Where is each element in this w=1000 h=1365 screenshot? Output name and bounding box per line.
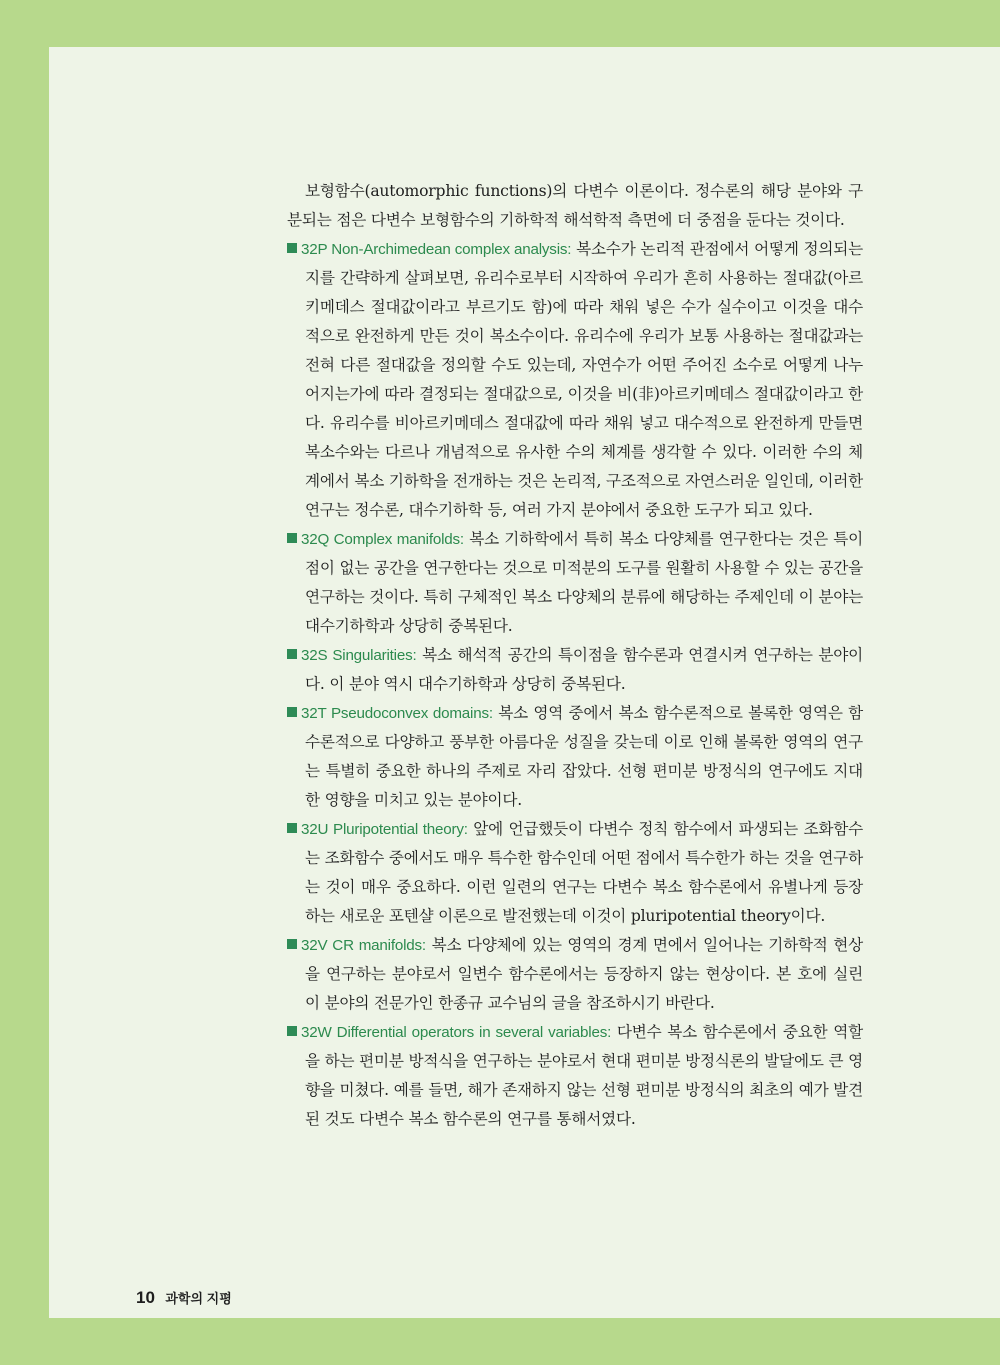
- item-term: 32P Non-Archimedean complex analysis:: [301, 241, 572, 258]
- list-item: [287, 641, 863, 699]
- square-bullet-icon: [287, 243, 297, 253]
- item-term: 32S Singularities:: [301, 647, 417, 664]
- square-bullet-icon: [287, 649, 297, 659]
- article-body: [287, 177, 863, 1134]
- item-term: 32Q Complex manifolds:: [301, 531, 464, 548]
- item-text: 복소 기하학에서 특히 복소 다양체를 연구한다는 것은 특이점이 없는 공간을 연구한다는 것으로 미적분의 도구를 원활히 사용할 수 있는 공간을 연구하는 것이다. 특히 구체적인 복소 다양체의 분류에 해당하는 주제인데 이 분야는 대수기하학과 상당히 중복된다.: [305, 530, 863, 635]
- item-term: 32T Pseudoconvex domains:: [301, 705, 493, 722]
- item-text: 복소수가 논리적 관점에서 어떻게 정의되는지를 간략하게 살펴보면, 유리수로부터 시작하여 우리가 흔히 사용하는 절대값(아르키메데스 절대값이라고 부르기도 함)에 따라 채워 넣은 수가 실수이고 이것을 대수적으로 완전하게 만든 것이 복소수이다. 유리수에 우리가 보통 사용하는 절대값과는 전혀 다른 절대값을 정의할 수도 있는데, 자연수가 어떤 주어진 소수로 어떻게 나누어지는가에 따라 결정되는 절대값으로, 이것을 비(非)아르키메데스 절대값이라고 한다. 유리수를 비아르키메데스 절대값에 따라 채워 넣고 대수적으로 완전하게 만들면 복소수와는 다르나 개념적으로 유사한 수의 체계를 생각할 수 있다. 이러한 수의 체계에서 복소 기하학을 전개하는 것은 논리적, 구조적으로 자연스러운 일인데, 이러한 연구는 정수론, 대수기하학 등, 여러 가지 분야에서 중요한 도구가 되고 있다.: [305, 240, 863, 519]
- page-footer: [136, 1288, 232, 1308]
- square-bullet-icon: [287, 1026, 297, 1036]
- square-bullet-icon: [287, 533, 297, 543]
- item-text: 복소 해석적 공간의 특이점을 함수론과 연결시켜 연구하는 분야이다. 이 분야 역시 대수기하학과 상당히 중복된다.: [305, 646, 864, 693]
- list-item: [287, 1018, 863, 1134]
- page: [49, 47, 1000, 1318]
- magazine-title: 과학의 지평: [165, 1291, 232, 1306]
- item-text: 복소 영역 중에서 복소 함수론적으로 볼록한 영역은 함수론적으로 다양하고 풍부한 아름다운 성질을 갖는데 이로 인해 볼록한 영역의 연구는 특별히 중요한 하나의 주제로 자리 잡았다. 선형 편미분 방정식의 연구에도 지대한 영향을 미치고 있는 분야이다.: [305, 704, 864, 809]
- list-item: [287, 699, 863, 815]
- list-item: [287, 525, 863, 641]
- list-item: [287, 931, 863, 1018]
- item-text: 복소 다양체에 있는 영역의 경계 면에서 일어나는 기하학적 현상을 연구하는 분야로서 일변수 함수론에서는 등장하지 않는 현상이다. 본 호에 실린 이 분야의 전문가인 한종규 교수님의 글을 참조하시기 바란다.: [305, 936, 864, 1012]
- list-item: [287, 815, 863, 931]
- square-bullet-icon: [287, 707, 297, 717]
- item-text: 앞에 언급했듯이 다변수 정칙 함수에서 파생되는 조화함수는 조화함수 중에서도 매우 특수한 함수인데 어떤 점에서 특수한가 하는 것을 연구하는 것이 매우 중요하다. 이런 일련의 연구는 다변수 복소 함수론에서 유별나게 등장하는 새로운 포텐샬 이론으로 발전했는데 이것이 pluripotential theory이다.: [305, 820, 863, 925]
- item-term: 32V CR manifolds:: [301, 937, 426, 954]
- item-term: 32U Pluripotential theory:: [301, 821, 468, 838]
- intro-paragraph: 보형함수(automorphic functions)의 다변수 이론이다. 정수론의 해당 분야와 구분되는 점은 다변수 보형함수의 기하학적 해석학적 측면에 더 중점을 둔다는 것이다.: [287, 182, 863, 229]
- item-text: 다변수 복소 함수론에서 중요한 역할을 하는 편미분 방적식을 연구하는 분야로서 현대 편미분 방정식론의 발달에도 큰 영향을 미쳤다. 예를 들면, 해가 존재하지 않는 선형 편미분 방정식의 최초의 예가 발견된 것도 다변수 복소 함수론의 연구를 통해서였다.: [305, 1023, 863, 1128]
- square-bullet-icon: [287, 823, 297, 833]
- list-item: [287, 235, 863, 525]
- item-term: 32W Differential operators in several variables:: [301, 1024, 612, 1041]
- page-number: 10: [136, 1288, 155, 1307]
- square-bullet-icon: [287, 939, 297, 949]
